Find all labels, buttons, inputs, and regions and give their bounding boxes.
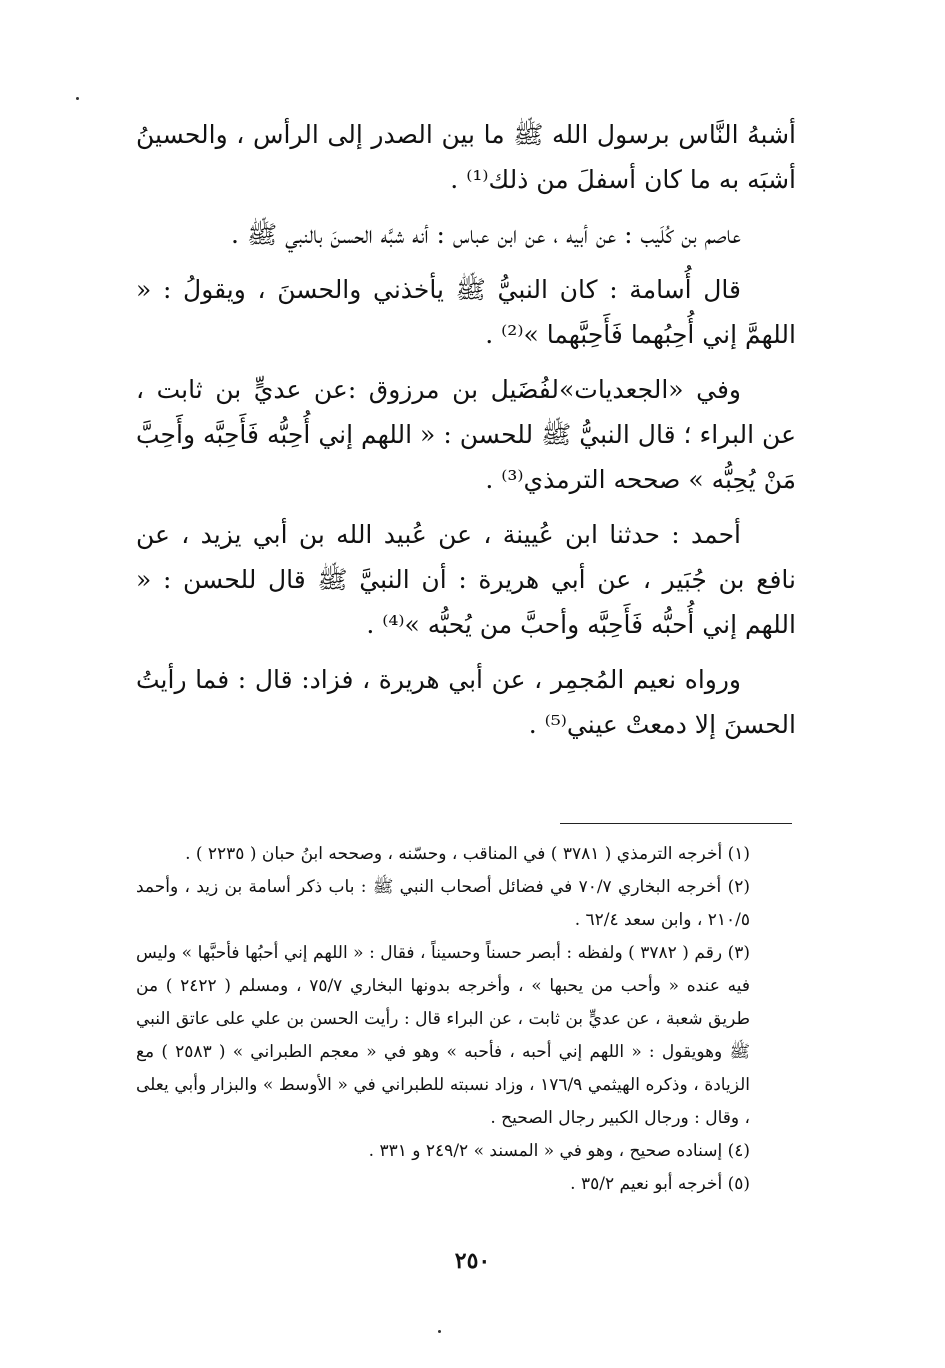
scan-speck bbox=[438, 1330, 441, 1333]
footnote: (١) أخرجه الترمذي ( ٣٧٨١ ) في المناقب ، وحسّنه ، وصححه ابنُ حبان ( ٢٢٣٥ ) . bbox=[185, 844, 750, 864]
paragraph: قال أُسامة : كان النبيُّ ﷺ يأخذني والحسنَ ، ويقولُ : « اللهمَّ إني أُحِبُهما فَأَحِبَّهما »⁽²⁾ . bbox=[136, 275, 796, 349]
footnote-separator bbox=[560, 823, 792, 824]
footnote: (٥) أخرجه أبو نعيم ٣٥/٢ . bbox=[570, 1174, 750, 1194]
footnote: (٣) رقم ( ٣٧٨٢ ) ولفظه : أبصر حسناً وحسيناً ، فقال : « اللهم إني أحبُها فأحبَّها » وليس فيه عنده « وأحب من يحبها » ، وأخرجه بدونها البخاري ٧٥/٧ ، ومسلم ( ٢٤٢٢ ) من طريق شعبة ، عن عديٍّ بن ثابت ، عن البراء قال : رأيت الحسن بن علي على عاتق النبي ﷺ وهويقول : « اللهم إني أحبه ، فأحبه » وهو في « معجم الطبراني » ( ٢٥٨٣ ) مع الزيادة ، وذكره الهيثمي ١٧٦/٩ ، وزاد نسبته للطبراني في « الأوسط » والبزار وأبي يعلى ، وقال : ورجال الكبير رجال الصحيح . bbox=[136, 943, 750, 1128]
paragraph: عاصم بن كُلَيب : عن أبيه ، عن ابن عباس : أنه شبَّه الحسنَ بالنبي ﷺ . bbox=[231, 220, 741, 249]
footnotes bbox=[136, 838, 796, 1201]
paragraph: أشبهُ النَّاس برسول الله ﷺ ما بين الصدر إلى الرأس ، والحسينُ أشبَه به ما كان أسفلَ من ذلك⁽¹⁾ . bbox=[136, 120, 796, 194]
paragraph: أحمد : حدثنا ابن عُيينة ، عن عُبيد الله بن أبي يزيد ، عن نافع بن جُبَير ، عن أبي هريرة : أن النبيَّ ﷺ قال للحسن : « اللهم إني أُحبُّه فَأَحِبَّه وأحبَّ من يُحبُّه »⁽⁴⁾ . bbox=[136, 520, 796, 639]
paragraph: ورواه نعيم المُجمِر ، عن أبي هريرة ، فزاد: قال : فما رأيتُ الحسنَ إلا دمعتْ عيني⁽⁵⁾ . bbox=[136, 665, 796, 739]
page-number: ٢٥٠ bbox=[454, 1248, 491, 1274]
footnote: (٢) أخرجه البخاري ٧٠/٧ في فضائل أصحاب النبي ﷺ : باب ذكر أسامة بن زيد ، وأحمد ٢١٠/٥ ، وابن سعد ٦٢/٤ . bbox=[136, 877, 750, 930]
footnote: (٤) إسناده صحيح ، وهو في « المسند » ٢٤٩/٢ و ٣٣١ . bbox=[368, 1141, 750, 1161]
paragraph: وفي «الجعديات»لفُضَيل بن مرزوق :عن عديٍّ بن ثابت ، عن البراء ؛ قال النبيُّ ﷺ للحسن : « اللهم إني أُحِبُّه فَأَحِبَّه وأَحِبَّ مَنْ يُحِبُّه » صححه الترمذي⁽³⁾ . bbox=[136, 375, 796, 494]
scan-speck bbox=[76, 97, 79, 100]
main-text bbox=[136, 112, 796, 757]
